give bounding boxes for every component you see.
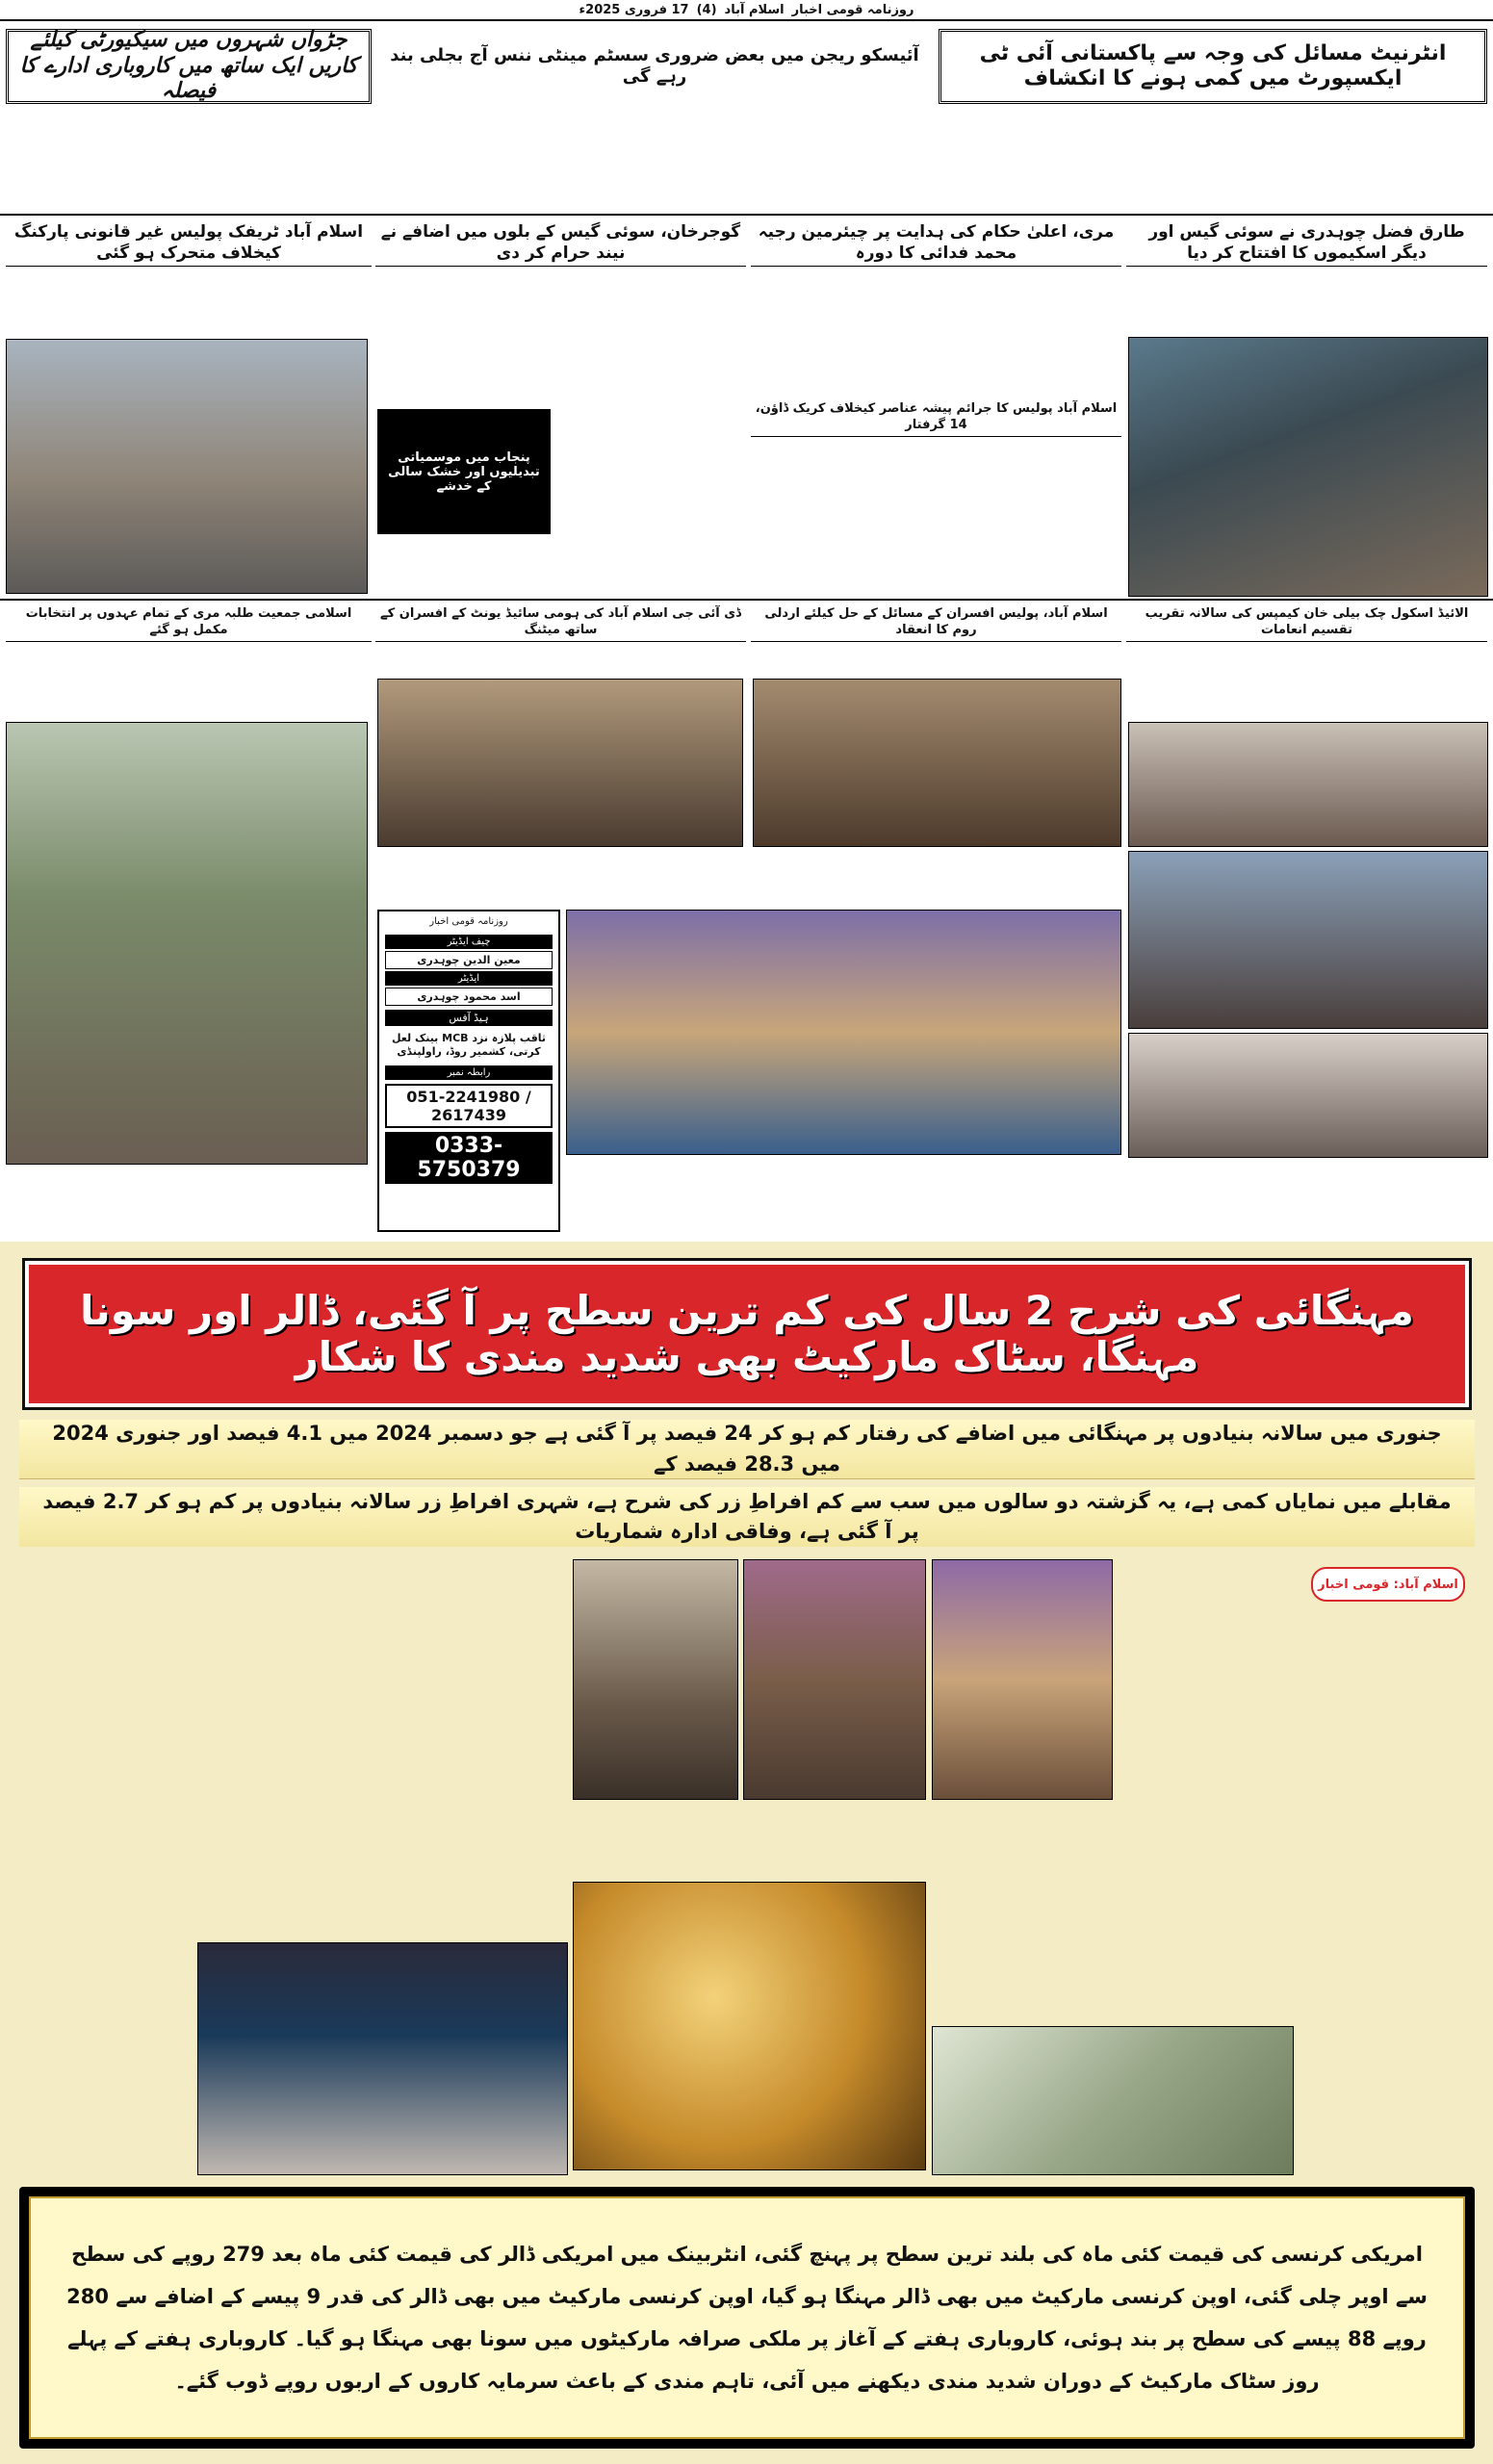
caption [566, 1160, 1121, 1232]
paper-name: روزنامہ قومی اخبار [791, 2, 914, 17]
office-address: ثاقب پلازہ نزد MCB بینک لعل کرتی، کشمیر روڈ، راولپنڈی [391, 1031, 547, 1059]
photo-school-2 [1128, 851, 1488, 1029]
article-text [1128, 252, 1488, 335]
chief-editor-label: چیف ایڈیٹر [385, 935, 553, 949]
article-text [558, 404, 746, 597]
article-text [753, 630, 1121, 677]
photo-stock-exchange [197, 1942, 568, 2175]
caption [1128, 1162, 1488, 1232]
headline-top-center: آئیسکو ریجن میں بعض ضروری سسٹم مینٹی ننس آج بجلی بند رہے گی [375, 29, 934, 104]
contact-label: رابطہ نمبر [385, 1065, 553, 1080]
headline-row4-3: الائیڈ اسکول چک بیلی خان کیمپس کی سالانہ تقریب تقسیم انعامات [1126, 604, 1487, 642]
headline-row4-1: اسلام آباد، پولیس افسران کے مسائل کے حل کیلئے اردلی روم کا انعقاد [751, 604, 1121, 642]
headline-row2-3: گوجرخان، سوئی گیس کے بلوں میں اضافے نے نیند حرام کر دی [375, 219, 746, 267]
article-text [753, 850, 1121, 908]
divider [0, 214, 1493, 216]
photo-gold [573, 1882, 926, 2170]
article-text [1300, 1607, 1487, 2185]
article-text [6, 630, 368, 719]
editor-label: ایڈیٹر [385, 971, 553, 986]
feature-strip-1: جنوری میں سالانہ بنیادوں پر مہنگائی میں اضافے کی رفتار کم ہو کر 24 فیصد پر آ گئی ہے جو دسمبر 2024 میں 4.1 فیصد اور جنوری 2024 میں 28.3 فیصد کے [19, 1420, 1475, 1479]
article-text [377, 630, 743, 677]
headline-top-left: جڑواں شہروں میں سیکیورٹی کیلئے کاریں ایک ساتھ میں کاروباری ادارے کا فیصلہ [6, 29, 372, 104]
phone-2: 0333-5750379 [385, 1132, 553, 1184]
photo-market-3 [573, 1559, 738, 1800]
headline-row4-4: اسلامی جمعیت طلبہ مری کے تمام عہدوں پر انتخابات مکمل ہو گئے [6, 604, 372, 642]
office-label: ہیڈ آفس [385, 1010, 553, 1026]
feature-banner: مہنگائی کی شرح 2 سال کی کم ترین سطح پر آ گئی، ڈالر اور سونا مہنگا، سٹاک مارکیٹ بھی شدید مندی کا شکار [25, 1261, 1469, 1407]
article-text [751, 252, 1121, 397]
photo-meeting [377, 679, 743, 847]
article-text [6, 106, 372, 212]
article-text [939, 106, 1487, 212]
feature-bottom-box [19, 2187, 1475, 2449]
chief-editor: معین الدین چوہدری [385, 951, 553, 969]
photo-school-3 [1128, 1033, 1488, 1158]
article-text [375, 252, 746, 397]
place: اسلام آباد [724, 2, 785, 17]
imprint-title: روزنامہ قومی اخبار [429, 916, 508, 927]
article-text [1128, 630, 1488, 719]
photo-traffic [6, 339, 368, 594]
phone-1: 051-2241980 / 2617439 [385, 1084, 553, 1128]
caption [6, 1167, 368, 1232]
article-text [375, 106, 934, 212]
photo-dollars [932, 2026, 1294, 2175]
headline-row3-1: اسلام آباد پولیس کا جرائم پیشہ عناصر کیخلاف کریک ڈاؤن، 14 گرفتار [751, 399, 1121, 437]
feature-strip-2: مقابلے میں نمایاں کمی ہے، یہ گزشتہ دو سالوں میں سب سے کم افراطِ زر کی شرح ہے، شہری افراطِ زر سالانہ بنیادوں پر کم ہو کر 2.7 فیصد پر آ گئی ہے، وفاقی ادارہ شماریات [19, 1487, 1475, 1547]
photo-ceremony [566, 910, 1121, 1155]
article-text [566, 850, 749, 908]
article-text [197, 1805, 568, 1939]
masthead [0, 0, 1493, 21]
feature-bottom-text: امریکی کرنسی کی قیمت کئی ماہ کی بلند ترین سطح پر پہنچ گئی، انٹربینک میں امریکی ڈالر کی قیمت کئی ماہ بعد 279 روپے کی سطح سے اوپر چلی گئی، اوپن کرنسی مارکیٹ میں بھی ڈالر مہنگا ہو گیا، اوپن کرنسی مارکیٹ میں بھی ڈالر کی قدر 9 پیسے کے اضافے سے 280 روپے 88 پیسے کی سطح پر بند ہوئی، کاروباری ہفتے کے آغاز پر ملکی صرافہ مارکیٹوں میں سونا بھی مہنگا ہو گیا۔ کاروباری ہفتے کے پہلے روز سٹاک مارکیٹ کے دوران شدید مندی دیکھنے میں آئی، تاہم مندی کے باعث سرمایہ کاروں کے اربوں روپے ڈوب گئے۔ [29, 2196, 1465, 2439]
photo-inauguration [1128, 337, 1488, 597]
headline-row2-2: مری، اعلیٰ حکام کی ہدایت پر چیئرمین رجیہ محمد فدائی کا دورہ [751, 219, 1121, 267]
article-text [932, 1925, 1113, 2021]
headline-row4-2: ڈی آئی جی اسلام آباد کی ہومی سائیڈ یونٹ کے افسران کے ساتھ میٹنگ [375, 604, 746, 642]
photo-orderly-room [753, 679, 1121, 847]
date: 17 فروری 2025ء [579, 2, 689, 17]
byline-tag: اسلام آباد: قومی اخبار [1311, 1567, 1465, 1602]
editor: اسد محمود چوہدری [385, 988, 553, 1006]
notice-box: پنجاب میں موسمیاتی تبدیلیوں اور خشک سالی کے خدشے [377, 409, 551, 534]
headline-row2-4: اسلام آباد ٹریفک پولیس غیر قانونی پارکنگ کیخلاف متحرک ہو گئی [6, 219, 372, 267]
issue: (4) [696, 2, 717, 17]
photo-school-1 [1128, 722, 1488, 847]
article-text [573, 1805, 926, 1882]
photo-group [6, 722, 368, 1165]
article-text [932, 1805, 1113, 1920]
headline-top-right: انٹرنیٹ مسائل کی وجہ سے پاکستانی آئی ٹی ایکسپورٹ میں کمی ہونے کا انکشاف [939, 29, 1487, 104]
article-text [751, 424, 1121, 597]
photo-market-2 [743, 1559, 926, 1800]
photo-market-1 [932, 1559, 1113, 1800]
divider [0, 599, 1493, 601]
imprint-box [377, 910, 560, 1232]
article-text [6, 252, 368, 337]
headline-row2-1: طارق فضل چوہدری نے سوئی گیس اور دیگر اسکیموں کا افتتاح کر دیا [1126, 219, 1487, 267]
article-text [10, 1559, 193, 2175]
